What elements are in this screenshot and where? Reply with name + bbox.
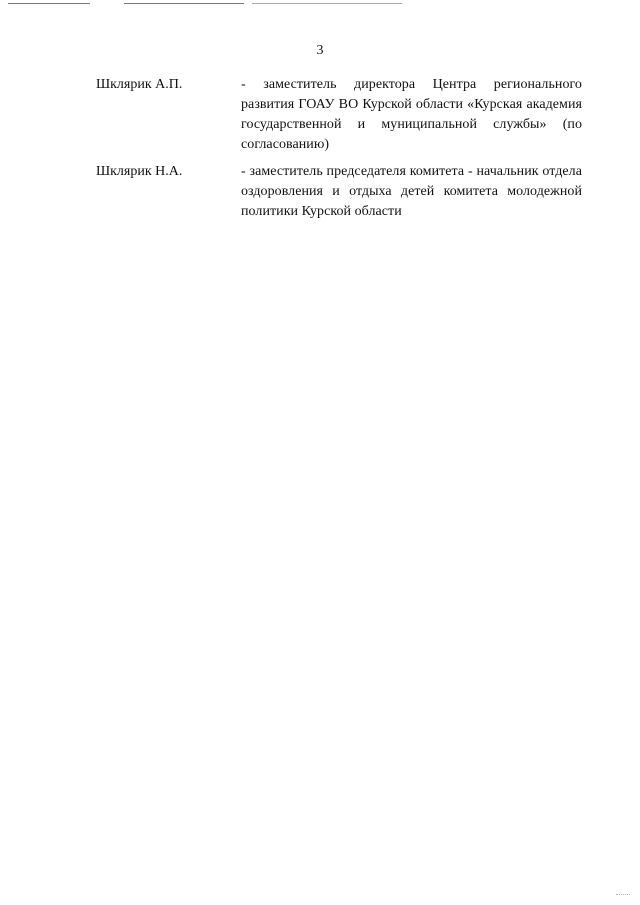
scan-corner-mark — [616, 890, 630, 895]
member-entry — [96, 75, 582, 155]
scan-artifact-line — [8, 3, 90, 4]
member-role: - заместитель председателя комитета - начальник отдела оздоровления и отдыха детей комитета молодежной политики Курской области — [241, 164, 582, 219]
page-number: 3 — [316, 43, 324, 58]
scan-top-edge — [0, 0, 640, 8]
scan-artifact-line — [252, 3, 402, 4]
member-entry — [96, 162, 582, 222]
member-role: - заместитель директора Центра регионального развития ГОАУ ВО Курской области «Курская академия государственной и муниципальной службы» (по согласованию) — [241, 77, 582, 152]
scan-artifact-line — [124, 3, 244, 4]
member-name: Шклярик Н.А. — [96, 164, 183, 179]
member-list — [96, 75, 582, 229]
member-name: Шклярик А.П. — [96, 77, 183, 92]
